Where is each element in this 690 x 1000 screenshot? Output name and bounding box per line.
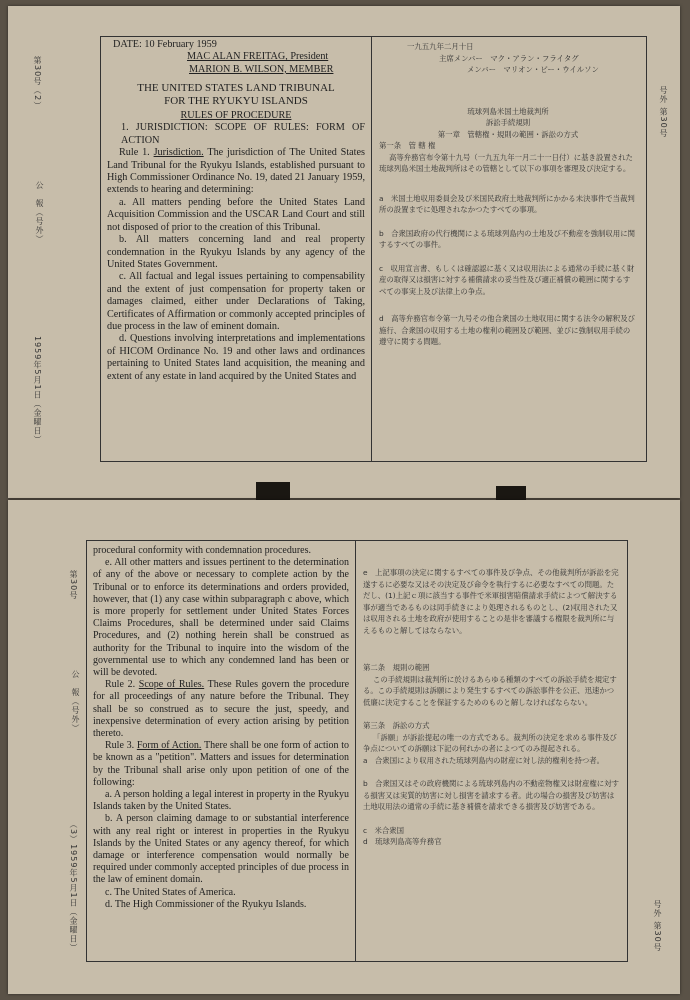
ja-president: 主席メンバー マク・アラン・フライタグ <box>439 53 579 63</box>
bottom-margin-gazette-title: 公 報（号外） <box>71 670 80 733</box>
binding-hole-right <box>496 486 526 500</box>
ja-rule3-b: b 合衆国又はその政府機関による琉球列島内の不動産物権又は財産権に対する損害又は実質的妨害に対し損害を請求する者。此の場合の損害及び妨害は土地収用法の通常の手続に基き補償を請求できる損害及び妨害である。 <box>363 779 619 811</box>
bottom-japanese-column <box>363 567 621 959</box>
date-line: DATE: 10 February 1959 <box>113 39 217 50</box>
item-c: c. All factual and legal issues pertaining to compensability and the extent of just compensation for property taken or damages claimed, either under Declarations of Taking, Certificates of Affirmation or commonly accepted principles of due process in the law of eminent domain. <box>107 271 365 332</box>
item-b: b. All matters concerning land and real property condemnation in the Ryukyu Islands by any agency of the United States Government. <box>107 234 365 270</box>
ja-item-a: a 米国土地収用委員会及び米国民政府土地裁判所にかかる未決事件で当裁判所の設置までに処理されなかつたすべての事項。 <box>379 193 635 214</box>
bottom-column-divider <box>355 541 356 961</box>
rule-3-text: There shall be one form of action to be known as a "petition". Matters and issues for determination by the Tribunal shall arise only upon petition of one of the following: <box>93 740 349 788</box>
rule-3-label: Rule 3. <box>105 740 135 752</box>
top-margin-date: 1959年5月1日（金曜日） <box>33 336 42 445</box>
rules-title-line <box>107 110 365 122</box>
ja-art1-head: 第一条 管 轄 権 <box>379 141 436 150</box>
rule-3-item-b: b. A person claiming damage to or substantial interference with any real right or interest in properties in the Ryukyu Islands by the United States or any agency thereof, for which damage or interference compensation would normally be required under commonly accepted principles of due process in the law of eminent domain. <box>93 813 349 886</box>
top-margin-right-issue: 号外 第30号 <box>659 86 668 138</box>
president-line <box>187 51 365 63</box>
top-text-frame <box>100 36 647 462</box>
rule-1-paragraph <box>107 147 365 197</box>
ja-chapter: 第一章 管轄権・規則の範囲・訴訟の方式 <box>437 129 579 139</box>
rule-2-paragraph <box>93 679 349 740</box>
item-a: a. All matters pending before the United States Land Acquisition Commission and the USCAR Land Court and still not disposed of prior to the creation of this Tribunal. <box>107 196 365 233</box>
ja-rule3-d: d 琉球列島高等弁務官 <box>363 837 442 846</box>
binding-hole-left <box>256 482 290 500</box>
ja-art2-text: この手続規則は裁判所に於けるあらゆる種類のすべての訴訟手続を規定する。この手続規則は訴願により発生するすべての訴訟事件を公正、迅速かつ低廉に決定することを保証するためのものと解しなければならない。 <box>363 674 617 707</box>
bottom-margin-issue-number: 第30号 <box>69 570 78 601</box>
item-d: d. Questions involving interpretations and implementations of HICOM Ordinance No. 19 and other laws and ordinances pertaining to United States land acquisition, the meaning and extent of any estate in land acquired by the United States and <box>107 333 365 382</box>
bottom-english-column <box>93 545 349 959</box>
tribunal-title-1: THE UNITED STATES LAND TRIBUNAL <box>137 82 335 95</box>
ja-art1-text: 高等弁務官布令第十九号（一九五九年一月二十一日付）に基き設置された琉球列島米国土地裁判所はその管轄として以下の事項を審理及び決定する。 <box>379 152 633 173</box>
ja-art3-text: 「訴願」が訴訟提起の唯一の方式である。裁判所の決定を求める事件及び争点についての訴願は下記の何れかの者によつてのみ提起される。 <box>363 732 617 753</box>
member-line <box>189 64 365 76</box>
rule-1-label: Rule 1. <box>119 147 150 159</box>
bottom-margin-right-issue: 号外 第30号 <box>653 900 662 952</box>
ja-date: 一九五九年二月十日 <box>407 42 474 51</box>
rule-3-item-d: d. The High Commissioner of the Ryukyu Islands. <box>105 898 307 910</box>
bottom-text-frame <box>86 540 628 962</box>
ja-item-e: e 上記事項の決定に関するすべての事件及び争点、その他裁判所が訴訟を完遂するに必要な又はその決定及び命令を執行するに必要なすべての問題。ただし、(1)上記ｃ項に該当する事件で米軍損害賠償請求手続によつて解決する事が適当であるものは同手続きにより処理されるものとし、(2)収用された又は収用される土地を政府が使用することの是非を審議する権限を裁判所に与えるものと解してはならない。 <box>363 568 619 635</box>
rule-3-title: Form of Action. <box>136 740 202 752</box>
top-page-sheet <box>8 6 680 498</box>
ja-item-d: d 高等弁務官布令第一九号その他合衆国の土地収用に関する法令の解釈及び施行、合衆国の収用する土地の権利の範囲及び範囲、並びに強制収用手続の遵守に関する問題。 <box>379 314 635 346</box>
ja-title-1: 琉球列島米国土地裁判所 <box>467 106 549 116</box>
rule-2-title: Scope of Rules. <box>138 679 205 691</box>
president-name: MAC ALAN FREITAG, President <box>187 51 329 63</box>
ja-title-2: 訴訟手続規則 <box>485 118 531 127</box>
top-column-divider <box>371 37 372 461</box>
ja-item-b: b 合衆国政府の代行機関による琉球列島内の土地及び不動産を強制収用に関するすべての事件。 <box>379 228 635 249</box>
rule-3-item-a: a. A person holding a legal interest in property in the Ryukyu Islands taken by the United States. <box>93 789 349 813</box>
top-japanese-column <box>379 41 637 455</box>
top-margin-gazette-title: 公 報（号外） <box>35 181 44 244</box>
rule-3-item-c: c. The United States of America. <box>105 886 236 898</box>
rule-2-text: These Rules govern the procedure for all proceedings of any nature before the Tribunal. They shall be so construed as to secure the just, speedy, and inexpensive determination of every action arising by petition thereto. <box>93 679 349 740</box>
rule-3-paragraph <box>93 740 349 789</box>
ja-rule3-c: c 米合衆国 <box>363 825 405 835</box>
rules-title: RULES OF PROCEDURE <box>180 110 292 122</box>
ja-member: メンバー マリオン・ビー・ウイルソン <box>467 65 599 74</box>
ja-art3-head: 第三条 訴訟の方式 <box>363 721 430 730</box>
tribunal-title-2: FOR THE RYUKYU ISLANDS <box>164 94 308 107</box>
rule-2-label: Rule 2. <box>105 679 136 691</box>
member-name: MARION B. WILSON, MEMBER <box>189 63 334 75</box>
continued-text: procedural conformity with condemnation procedures. <box>93 545 311 556</box>
top-english-column <box>107 39 365 459</box>
bottom-page-sheet <box>8 500 680 994</box>
bottom-margin-date: （3）1959年5月1日（金曜日） <box>69 820 78 953</box>
item-e: e. All other matters and issues pertinent to the determination of any of the above or necessary to complete action by the Tribunal or to enforce its determinations and orders provided, however, that (1) any case within subparagraph c above, which is more properly for settlement under United States Forces Claims Procedures, shall be determined under said Claims Procedures, and (2) nothing herein shall be construed as authority for the Tribunal to inquire into the wisdom of the governmental use to which any condemned land has been or will be devoted. <box>93 557 349 679</box>
section-heading: 1. JURISDICTION: SCOPE OF RULES: FORM OF ACTION <box>121 122 365 146</box>
rule-1-text: The jurisdiction of The United States Land Tribunal for the Ryukyu Islands, established pursuant to High Commissioner Ordinance No. 19, dated 21 January 1959, extends to hearing and determining: <box>107 147 365 196</box>
top-margin-issue-number: 第30号（2） <box>33 56 42 111</box>
ja-item-c: c 収用宣言書、もしくは確認認に基く又は収用法による通常の手続に基く財産の取得又は損害に対する補償請求の妥当性及び適正補償の範囲に関するすべての事実上及び法律上の争点。 <box>379 263 635 296</box>
ja-rule3-a: a 合衆国により収用された琉球列島内の財産に対し法的権利を持つ者。 <box>363 755 605 765</box>
rule-1-title: Jurisdiction. <box>153 147 204 159</box>
ja-art2-head: 第二条 規則の範囲 <box>363 663 430 672</box>
